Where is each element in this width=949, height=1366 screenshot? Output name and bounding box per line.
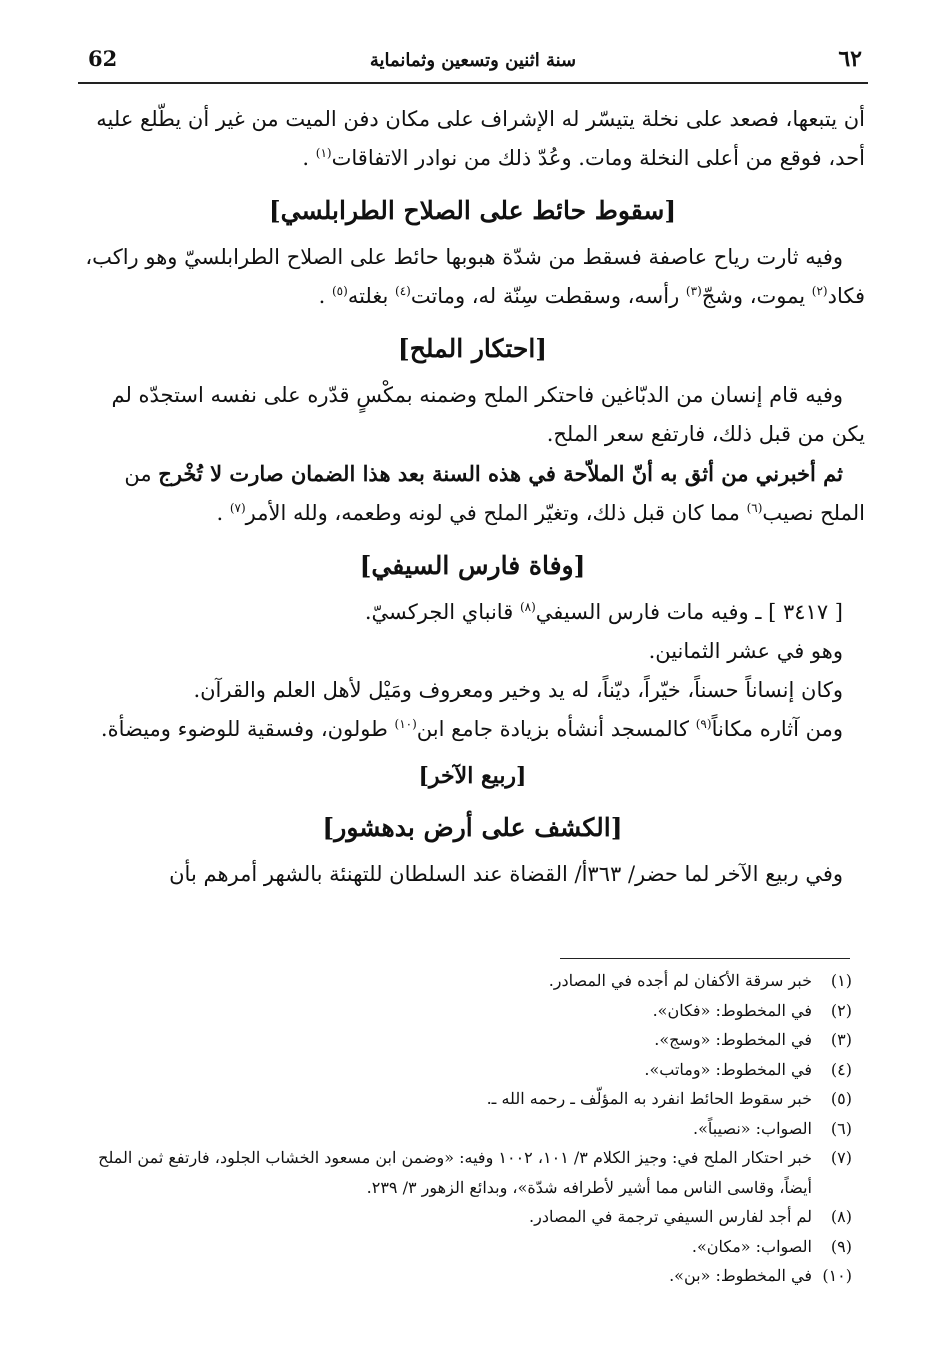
footnote-ref-3: (٣) — [685, 284, 702, 298]
paragraph-6: وهو في عشر الثمانين. — [648, 639, 843, 663]
paragraph-1: أن يتبعها، فصعد على نخلة يتيسّر له الإشراف على مكان دفن الميت من غير أن يطّلع عليه أحد، فوقع من أعلى النخلة ومات. وعُدّ ذلك من نوادر الاتفاقات$^{(١)}$ . — [96, 107, 865, 170]
footnote: (٧) خبر احتكار الملح في: وجيز الكلام ٣/ ١٠١، ١٠٠٢ وفيه: «وضمن ابن مسعود الخشاب الجلود، فارتفع ثمن الملح أيضاً، وقاسى الناس مما أشير لأطرافه شدّة»، وبدائع الزهور ٣/ ٢٣٩. — [98, 1148, 852, 1197]
heading-rabi-al-akhir: [ربيع الآخر] — [418, 763, 527, 789]
footnote-ref-7: (٧) — [229, 501, 246, 515]
footnote-ref-4: (٤) — [395, 284, 411, 298]
footnote: (٣) في المخطوط: «وسج». — [654, 1030, 852, 1049]
heading-death-faris: [وفاة فارس السيفي] — [359, 551, 586, 580]
footnote: (١) خبر سرقة الأكفان لم أجده في المصادر. — [548, 971, 852, 990]
paragraph-2: وفيه ثارت رياح عاصفة فسقط من شدّة هبوبها حائط على الصلاح الطرابلسيّ وهو راكب، فكاد$^{(٢)}$ يموت، وشجّ$^{(٣)}$ رأسه، وسقطت سِنّة له، وماتت$^{(٤)}$ بغلته$^{(٥)}$ . — [85, 245, 865, 308]
page-header — [78, 38, 868, 84]
footnote: (٤) في المخطوط: «وماتب». — [644, 1059, 852, 1079]
footnote-ref-6: (٦) — [746, 501, 763, 515]
paragraph-7: وكان إنساناً حسناً، خيّراً، ديّناً، له يد وخير ومعروف ومَيْل لأهل العلم والقرآن. — [193, 678, 843, 702]
footnote: (٦) الصواب: «نصيباً». — [693, 1118, 852, 1138]
footnote-ref-5: (٥) — [331, 284, 348, 298]
footnote-ref-9: (٩) — [695, 717, 712, 731]
paragraph-3: وفيه قام إنسان من الدبّاغين فاحتكر الملح وضمنه بمكْسٍ قدّره على نفسه استجدّه لم يكن من قبل ذلك، فارتفع سعر الملح. — [111, 383, 865, 446]
footnote: (٢) في المخطوط: «فكان». — [652, 1000, 852, 1020]
heading-salt-monopoly: [احتكار الملح] — [397, 334, 548, 363]
page-number-arabic: ٦٢ — [838, 46, 862, 72]
footnote: (٥) خبر سقوط الحائط انفرد به المؤلّف ـ رحمه الله ـ. — [486, 1089, 852, 1108]
paragraph-5: [ ٣٤١٧ ] ـ وفيه مات فارس السيفي$^{(٨)}$ قانباي الجركسيّ. — [364, 600, 843, 624]
footnote-ref-8: (٨) — [519, 600, 536, 614]
footnote-ref-10: (١٠) — [394, 717, 417, 731]
footnote: (٩) الصواب: «مكان». — [691, 1236, 852, 1256]
running-title: سنة اثنين وتسعين وثمانماية — [369, 50, 577, 71]
paragraph-4: ثم أخبرني من أثق به أنّ الملاّحة في هذه السنة بعد هذا الضمان صارت لا تُخْرج من الملح نصيب$^{(٦)}$ مما كان قبل ذلك، وتغيّر الملح في لونه وطعمه، ولله الأمر$^{(٧)}$ . — [124, 461, 865, 525]
heading-wall-collapse: [سقوط حائط على الصلاح الطرابلسي] — [268, 196, 677, 225]
paragraph-8: ومن آثاره مكاناً$^{(٩)}$ كالمسجد أنشأه بزيادة جامع ابن$^{(١٠)}$ طولون، وفسقية للوضوء وميضأة. — [100, 717, 843, 741]
footnotes — [80, 966, 852, 1291]
main-text — [80, 100, 865, 894]
page-number-latin: 62 — [88, 46, 118, 71]
footnote-separator — [560, 958, 850, 959]
paragraph-9: وفي ربيع الآخر لما حضر/ ٣٦٣أ/ القضاة عند السلطان للتهنئة بالشهر أمرهم بأن — [169, 862, 843, 886]
footnote: (١٠) في المخطوط: «بن». — [669, 1266, 852, 1285]
heading-dahshur-survey: [الكشف على أرض بدهشور] — [322, 813, 623, 842]
footnote: (٨) لم أجد لفارس السيفي ترجمة في المصادر. — [529, 1207, 852, 1226]
footnote-ref-1: (١) — [315, 146, 332, 160]
footnote-ref-2: (٢) — [811, 284, 828, 298]
